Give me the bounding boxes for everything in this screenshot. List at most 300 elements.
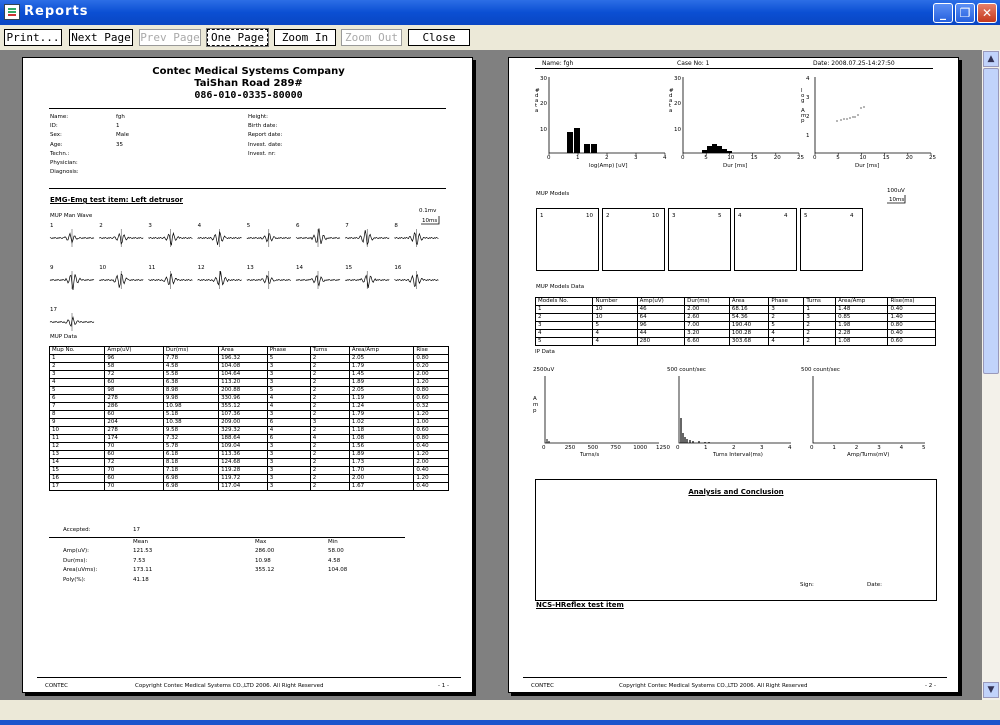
x-tick-label: 2 [605, 155, 609, 161]
table-row [50, 387, 449, 395]
y-tick-label: 2 [806, 114, 810, 120]
table-cell: 6.60 [685, 338, 730, 346]
report-date: Date: 2008.07.25-14:27:50 [813, 60, 895, 67]
footer-copyright: Copyright Contec Medical Systems CO.,LTD 2006. All Right Reserved [619, 683, 808, 689]
table-cell: 1.56 [349, 443, 413, 451]
y-tick-label: 3 [806, 95, 810, 101]
table-cell: 2 [310, 395, 349, 403]
table-cell: 14 [50, 459, 105, 467]
y-tick-label: 1 [806, 133, 810, 139]
patient-name: Name: fgh [542, 60, 574, 67]
table-cell: 1.79 [349, 411, 413, 419]
wave-number: 16 [394, 265, 402, 271]
table-cell: 4 [593, 338, 637, 346]
scale-ms-2: 10ms [889, 197, 905, 203]
scale-mv: 0.1mv [419, 208, 437, 214]
x-axis-label: log(Amp) [uV] [589, 163, 628, 169]
table-cell: 3 [769, 306, 804, 314]
scroll-up-arrow-icon[interactable]: ▲ [983, 51, 999, 67]
histogram-bar [717, 146, 722, 153]
table-cell: 0.40 [414, 467, 449, 475]
info-label: Physician: [50, 160, 78, 166]
info-label: Name: [50, 114, 69, 120]
stats-label: Dur(ms): [63, 557, 88, 564]
prev-page-button[interactable]: Prev Page [140, 31, 200, 44]
table-cell: 10 [593, 306, 637, 314]
mup-model-box [602, 208, 665, 271]
model-count: 5 [718, 213, 722, 219]
table-row [50, 379, 449, 387]
company-address: TaiShan Road 289# [194, 78, 303, 89]
table-cell: 303.68 [729, 338, 769, 346]
table-cell: 6.98 [163, 475, 218, 483]
table-row [50, 419, 449, 427]
x-tick-label: 0 [542, 445, 546, 451]
wave-number: 15 [345, 265, 353, 271]
x-axis-label: Dur [ms] [855, 163, 880, 169]
vertical-scrollbar[interactable] [982, 50, 1000, 700]
table-cell: 1 [804, 306, 836, 314]
footer-line [37, 677, 461, 678]
table-cell: 3 [267, 379, 310, 387]
y-axis-label: A m p [533, 396, 539, 414]
wave-number: 11 [148, 265, 156, 271]
x-tick-label: 4 [899, 445, 904, 451]
table-cell: 1.67 [349, 483, 413, 491]
axis-lines [679, 376, 791, 443]
histogram-bar [702, 150, 707, 153]
table-cell: 68.16 [729, 306, 769, 314]
company-name: Contec Medical Systems Company [152, 66, 345, 77]
table-cell: 355.12 [219, 403, 268, 411]
scatter-point [849, 117, 850, 118]
table-cell: 60 [105, 379, 164, 387]
histogram-bar [712, 144, 717, 153]
table-row [50, 475, 449, 483]
table-cell: 2 [310, 379, 349, 387]
info-label: Invest. nr: [248, 150, 276, 157]
y-tick-label: 10 [540, 126, 547, 133]
table-cell: 3.20 [685, 330, 730, 338]
x-tick-label: 15 [882, 155, 890, 161]
table-cell: 15 [50, 467, 105, 475]
table-cell: 0.40 [888, 330, 936, 338]
x-tick-label: 0 [676, 445, 680, 451]
table-cell: 5.58 [163, 371, 218, 379]
table-cell: 5.18 [163, 411, 218, 419]
wave-number: 13 [246, 265, 254, 271]
table-cell: 2.28 [836, 330, 888, 338]
table-cell: 2.05 [349, 355, 413, 363]
scatter-point [836, 120, 837, 121]
table-cell: 2 [310, 467, 349, 475]
table-cell: 96 [105, 355, 164, 363]
wave-number: 1 [50, 223, 54, 229]
zoom-in-button[interactable]: Zoom In [274, 29, 336, 46]
column-header: Phase [267, 347, 310, 355]
model-count: 4 [850, 213, 854, 219]
axis-lines [683, 77, 799, 153]
table-cell: 64 [637, 314, 685, 322]
table-cell: 60 [105, 411, 164, 419]
x-tick-label: 2 [732, 445, 736, 451]
scroll-down-arrow-icon[interactable]: ▼ [983, 682, 999, 698]
stats-header: Min [328, 539, 338, 545]
table-cell: 8.18 [163, 459, 218, 467]
table-cell: 11 [50, 435, 105, 443]
table-cell: 72 [105, 371, 164, 379]
table-cell: 2.00 [414, 459, 449, 467]
table-cell: 10 [593, 314, 637, 322]
table-cell: 2.05 [349, 387, 413, 395]
page-number: - 2 - [925, 683, 936, 689]
info-label: Height: [248, 114, 269, 120]
table-cell: 9 [50, 419, 105, 427]
x-tick-label: 500 [587, 445, 599, 451]
table-cell: 104.64 [219, 371, 268, 379]
table-cell: 0.40 [414, 443, 449, 451]
table-cell: 3 [804, 314, 836, 322]
x-tick-label: 3 [877, 445, 881, 451]
table-cell: 1.08 [349, 435, 413, 443]
models-data-table [535, 297, 936, 346]
x-axis-label: Turns Interval(ms) [713, 452, 763, 458]
histogram-bar [567, 132, 573, 153]
footer-left: CONTEC [45, 683, 68, 689]
table-cell: 190.40 [729, 322, 769, 330]
table-row [50, 459, 449, 467]
x-tick-label: 0 [810, 445, 814, 451]
table-cell: 2 [804, 322, 836, 330]
table-cell: 16 [50, 475, 105, 483]
scatter-point [863, 106, 864, 107]
model-number: 5 [804, 213, 808, 219]
stats-min: 58.00 [328, 548, 344, 554]
table-cell: 7.00 [685, 322, 730, 330]
table-cell: 0.60 [414, 395, 449, 403]
table-cell: 4 [769, 338, 804, 346]
column-header: Turns [310, 347, 349, 355]
table-cell: 10.38 [163, 419, 218, 427]
table-cell: 1.40 [888, 314, 936, 322]
info-value: 35 [116, 141, 123, 148]
x-tick-label: 5 [922, 445, 926, 451]
mup-model-box [536, 208, 599, 271]
x-tick-label: 0 [547, 155, 551, 161]
x-tick-label: 5 [836, 155, 840, 161]
table-cell: 70 [105, 467, 164, 475]
close-window-button[interactable]: ✕ [977, 3, 997, 23]
table-cell: 58 [105, 363, 164, 371]
table-cell: 124.68 [219, 459, 268, 467]
column-header: Area [219, 347, 268, 355]
x-axis-label: Dur [ms] [723, 163, 748, 169]
table-row [50, 363, 449, 371]
table-cell: 0.80 [414, 387, 449, 395]
table-cell: 2.00 [414, 371, 449, 379]
table-cell: 3 [267, 363, 310, 371]
table-cell: 209.00 [219, 419, 268, 427]
table-cell: 4 [593, 330, 637, 338]
x-tick-label: 3 [760, 445, 764, 451]
stats-max: 355.12 [255, 567, 275, 573]
table-cell: 46 [637, 306, 685, 314]
wave-number: 8 [394, 223, 398, 229]
preview-area [0, 50, 982, 700]
table-cell: 6 [267, 435, 310, 443]
table-cell: 117.04 [219, 483, 268, 491]
table-cell: 107.36 [219, 411, 268, 419]
table-cell: 278 [105, 395, 164, 403]
table-cell: 100.28 [729, 330, 769, 338]
info-label: Invest. date: [248, 141, 283, 148]
table-cell: 44 [637, 330, 685, 338]
stats-mean: 173.11 [133, 567, 153, 573]
report-page-2 [508, 57, 959, 693]
table-cell: 2 [310, 451, 349, 459]
next-page-button[interactable]: Next Page [69, 29, 133, 46]
table-cell: 329.32 [219, 427, 268, 435]
table-cell: 5 [769, 322, 804, 330]
column-header: Amp(uV) [637, 298, 685, 306]
column-header: Amp(uV) [105, 347, 164, 355]
table-cell: 4 [267, 427, 310, 435]
model-number: 3 [672, 213, 676, 219]
table-cell: 1.98 [836, 322, 888, 330]
x-tick-label: 20 [773, 155, 781, 161]
one-page-button[interactable]: One Page [207, 29, 268, 46]
accepted-label: Accepted: [63, 527, 91, 533]
info-value: 1 [116, 123, 120, 130]
table-cell: 4 [50, 379, 105, 387]
table-cell: 109.04 [219, 443, 268, 451]
scroll-thumb[interactable] [983, 68, 999, 374]
window-title: Reports [24, 4, 89, 19]
wave-number: 9 [50, 265, 54, 271]
wave-number: 3 [148, 223, 152, 229]
table-cell: 5.78 [163, 443, 218, 451]
table-header-row [536, 298, 936, 306]
table-cell: 2 [804, 330, 836, 338]
table-cell: 0.80 [414, 355, 449, 363]
report-toolbar [0, 25, 1000, 50]
table-cell: 8.98 [163, 387, 218, 395]
x-tick-label: 3 [634, 155, 638, 161]
table-row [536, 330, 936, 338]
table-cell: 12 [50, 443, 105, 451]
scatter-point [852, 116, 853, 117]
info-value: fgh [116, 114, 125, 120]
table-cell: 2 [310, 427, 349, 435]
x-axis-label: Turns/s [580, 452, 600, 458]
scatter-point [843, 118, 844, 119]
ip-scale-label: 500 count/sec [801, 367, 840, 373]
y-axis-label: l o g A m p [801, 88, 807, 124]
table-cell: 2.00 [685, 306, 730, 314]
table-cell: 7.78 [163, 355, 218, 363]
table-cell: 2 [769, 314, 804, 322]
table-cell: 10 [50, 427, 105, 435]
table-row [50, 467, 449, 475]
info-label: Age: [50, 141, 63, 148]
table-cell: 60 [105, 475, 164, 483]
table-cell: 174 [105, 435, 164, 443]
report-page-1 [22, 57, 473, 693]
table-cell: 3 [536, 322, 593, 330]
stats-mean: 41.18 [133, 576, 149, 583]
emg-section-title: EMG-Emg test item: Left detrusor [50, 196, 183, 204]
y-tick-label: 20 [540, 101, 547, 108]
histogram-bar [591, 144, 597, 153]
accepted-value: 17 [133, 527, 140, 533]
column-header: Area/Amp [836, 298, 888, 306]
table-row [536, 306, 936, 314]
table-cell: 5 [267, 387, 310, 395]
stats-mean: 7.53 [133, 557, 146, 564]
table-cell: 3 [267, 411, 310, 419]
info-label: Birth date: [248, 123, 278, 130]
analysis-title: Analysis and Conclusion [688, 488, 784, 496]
histogram-bar [707, 146, 712, 153]
table-cell: 6 [267, 419, 310, 427]
table-row [50, 411, 449, 419]
x-tick-label: 250 [564, 445, 576, 451]
column-header: Rise(ms) [888, 298, 936, 306]
table-cell: 5 [50, 387, 105, 395]
info-label: Techn.: [50, 150, 70, 157]
histogram-bar [722, 149, 727, 153]
table-cell: 3 [267, 459, 310, 467]
table-cell: 0.80 [414, 435, 449, 443]
table-cell: 17 [50, 483, 105, 491]
table-cell: 2 [310, 403, 349, 411]
axis-lines [549, 77, 665, 153]
table-cell: 3 [310, 419, 349, 427]
table-cell: 1.79 [349, 363, 413, 371]
table-cell: 2 [804, 338, 836, 346]
x-tick-label: 2 [854, 445, 859, 451]
wave-number: 17 [50, 307, 57, 313]
table-cell: 5 [267, 355, 310, 363]
title-bar[interactable] [0, 0, 1000, 25]
info-label: Diagnosis: [50, 169, 79, 176]
maximize-button[interactable]: ❐ [955, 3, 975, 23]
table-cell: 0.20 [414, 363, 449, 371]
table-cell: 2 [310, 371, 349, 379]
models-data-title: MUP Models Data [536, 284, 585, 290]
info-label: ID: [50, 123, 58, 130]
x-tick-label: 25 [797, 155, 804, 161]
mup-model-box [668, 208, 731, 271]
stats-label: Amp(uV): [63, 548, 90, 554]
table-cell: 54.36 [729, 314, 769, 322]
model-count: 4 [784, 213, 788, 219]
histogram-bar [574, 128, 580, 153]
histogram-bar [727, 151, 732, 153]
mup-models-title: MUP Models [536, 191, 570, 197]
table-cell: 200.88 [219, 387, 268, 395]
table-cell: 1 [50, 355, 105, 363]
table-cell: 1.20 [414, 379, 449, 387]
table-cell: 330.96 [219, 395, 268, 403]
table-cell: 2 [310, 411, 349, 419]
x-tick-label: 20 [905, 155, 913, 161]
table-cell: 2 [310, 355, 349, 363]
scatter-point [854, 116, 855, 117]
y-tick-label: 30 [540, 76, 547, 82]
scatter-point [846, 118, 847, 119]
table-cell: 1.00 [414, 419, 449, 427]
table-cell: 2 [310, 459, 349, 467]
table-cell: 1.08 [836, 338, 888, 346]
table-cell: 4 [267, 395, 310, 403]
table-row [536, 322, 936, 330]
table-cell: 70 [105, 443, 164, 451]
table-cell: 2 [50, 363, 105, 371]
table-cell: 286 [105, 403, 164, 411]
table-cell: 3 [267, 451, 310, 459]
table-cell: 1.24 [349, 403, 413, 411]
table-cell: 1.89 [349, 379, 413, 387]
table-cell: 280 [637, 338, 685, 346]
zoom-out-button[interactable]: Zoom Out [341, 29, 402, 46]
x-tick-label: 1 [832, 445, 836, 451]
table-cell: 3 [267, 467, 310, 475]
table-row [50, 483, 449, 491]
table-row [50, 435, 449, 443]
table-cell: 3 [50, 371, 105, 379]
table-header-row [50, 347, 449, 355]
ip-scale-label: 2500uV [533, 367, 555, 373]
mup-data-table [49, 346, 449, 491]
table-cell: 4.58 [163, 363, 218, 371]
wave-number: 14 [296, 265, 303, 271]
table-cell: 6.38 [163, 379, 218, 387]
table-cell: 1.48 [836, 306, 888, 314]
column-header: Models No. [536, 298, 593, 306]
table-row [536, 314, 936, 322]
stats-max: 10.98 [255, 557, 271, 564]
minimize-button[interactable]: _ [933, 3, 953, 23]
table-cell: 1.18 [349, 427, 413, 435]
model-count: 10 [652, 213, 659, 219]
wave-number: 6 [296, 223, 300, 229]
info-label: Report date: [248, 132, 283, 139]
scale-uv: 100uV [887, 188, 905, 194]
table-cell: 72 [105, 459, 164, 467]
print-button[interactable]: Print... [4, 29, 62, 46]
table-cell: 1.70 [349, 467, 413, 475]
table-cell: 2 [536, 314, 593, 322]
table-cell: 2.00 [349, 475, 413, 483]
table-cell: 113.36 [219, 451, 268, 459]
table-cell: 0.40 [414, 483, 449, 491]
scale-ms: 10ms [422, 218, 438, 224]
wave-number: 12 [197, 265, 205, 271]
column-header: Number [593, 298, 637, 306]
table-cell: 9.98 [163, 395, 218, 403]
close-button[interactable]: Close [408, 29, 470, 46]
table-row [50, 403, 449, 411]
table-row [50, 371, 449, 379]
table-cell: 3 [267, 371, 310, 379]
x-tick-label: 0 [813, 155, 817, 161]
table-cell: 1.20 [414, 475, 449, 483]
table-cell: 6.98 [163, 483, 218, 491]
info-value: Male [116, 132, 130, 139]
scatter-point [840, 119, 841, 120]
table-cell: 119.72 [219, 475, 268, 483]
